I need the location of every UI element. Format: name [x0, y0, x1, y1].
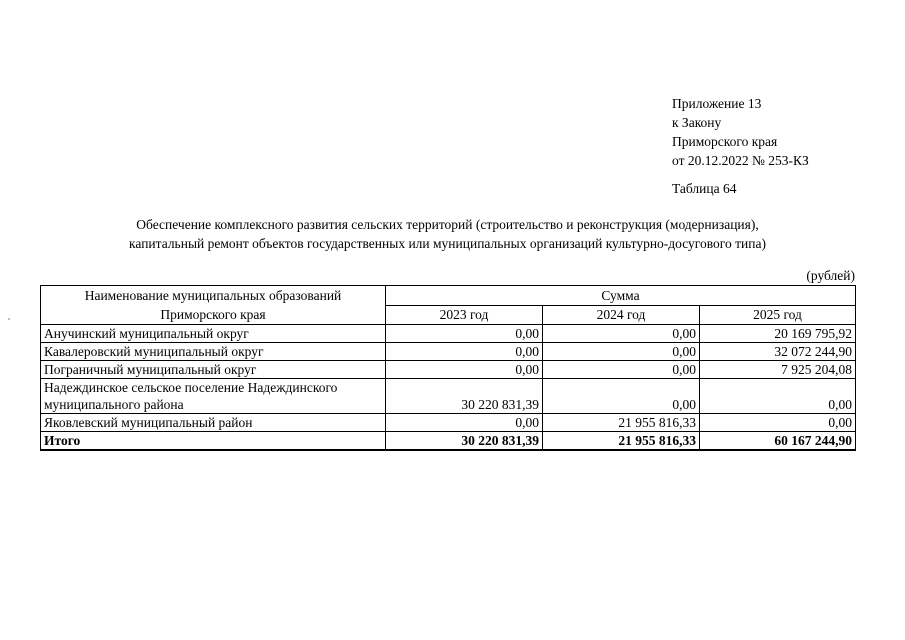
- table-row: [41, 361, 856, 379]
- column-header-2024: 2024 год: [543, 305, 700, 325]
- column-header-name: [41, 286, 386, 325]
- row-value-2024: 0,00: [543, 379, 700, 414]
- row-value-2023: 0,00: [386, 343, 543, 361]
- row-value-2024: 0,00: [543, 361, 700, 379]
- title-line-2: капитальный ремонт объектов государственных или муниципальных организаций культурно-досугового типа): [129, 236, 766, 251]
- row-name: Пограничный муниципальный округ: [41, 361, 386, 379]
- column-header-sum: Сумма: [386, 286, 856, 306]
- funding-table: [40, 285, 856, 451]
- scan-dot: [8, 318, 10, 320]
- title-line-1: Обеспечение комплексного развития сельских территорий (строительство и реконструкция (модернизация),: [136, 217, 759, 232]
- table-row: [41, 343, 856, 361]
- row-value-2024: 0,00: [543, 343, 700, 361]
- table-row: [41, 414, 856, 432]
- total-value-2024: 21 955 816,33: [543, 432, 700, 451]
- table-header-row: [41, 286, 856, 306]
- row-value-2023: 0,00: [386, 414, 543, 432]
- row-value-2023: 0,00: [386, 361, 543, 379]
- table-row: [41, 379, 856, 414]
- column-header-2025: 2025 год: [700, 305, 856, 325]
- row-value-2023: 30 220 831,39: [386, 379, 543, 414]
- column-header-name-line-1: Наименование муниципальных образований: [84, 288, 342, 303]
- row-name: [41, 379, 386, 414]
- document-title: [40, 215, 855, 253]
- row-value-2025: 0,00: [700, 414, 856, 432]
- table-row: [41, 325, 856, 343]
- appendix-region: Приморского края: [672, 134, 778, 149]
- row-name: Кавалеровский муниципальный округ: [41, 343, 386, 361]
- table-number: Таблица 64: [672, 181, 737, 196]
- units-label: (рублей): [806, 268, 855, 283]
- total-label: Итого: [41, 432, 386, 451]
- row-value-2025: 32 072 244,90: [700, 343, 856, 361]
- appendix-law-ref: к Закону: [672, 115, 722, 130]
- appendix-header: [672, 94, 809, 170]
- appendix-date-number: от 20.12.2022 № 253-КЗ: [672, 153, 809, 168]
- row-value-2025: 7 925 204,08: [700, 361, 856, 379]
- table-total-row: [41, 432, 856, 451]
- column-header-name-line-2: Приморского края: [160, 307, 266, 322]
- column-header-2023: 2023 год: [386, 305, 543, 325]
- row-name: Яковлевский муниципальный район: [41, 414, 386, 432]
- row-value-2025: 20 169 795,92: [700, 325, 856, 343]
- row-name-line-2: муниципального района: [44, 397, 184, 412]
- row-name-line-1: Надеждинское сельское поселение Надеждинского: [44, 380, 338, 395]
- row-value-2024: 21 955 816,33: [543, 414, 700, 432]
- row-value-2023: 0,00: [386, 325, 543, 343]
- total-value-2023: 30 220 831,39: [386, 432, 543, 451]
- appendix-number: Приложение 13: [672, 96, 762, 111]
- row-value-2024: 0,00: [543, 325, 700, 343]
- total-value-2025: 60 167 244,90: [700, 432, 856, 451]
- row-value-2025: 0,00: [700, 379, 856, 414]
- row-name: Анучинский муниципальный округ: [41, 325, 386, 343]
